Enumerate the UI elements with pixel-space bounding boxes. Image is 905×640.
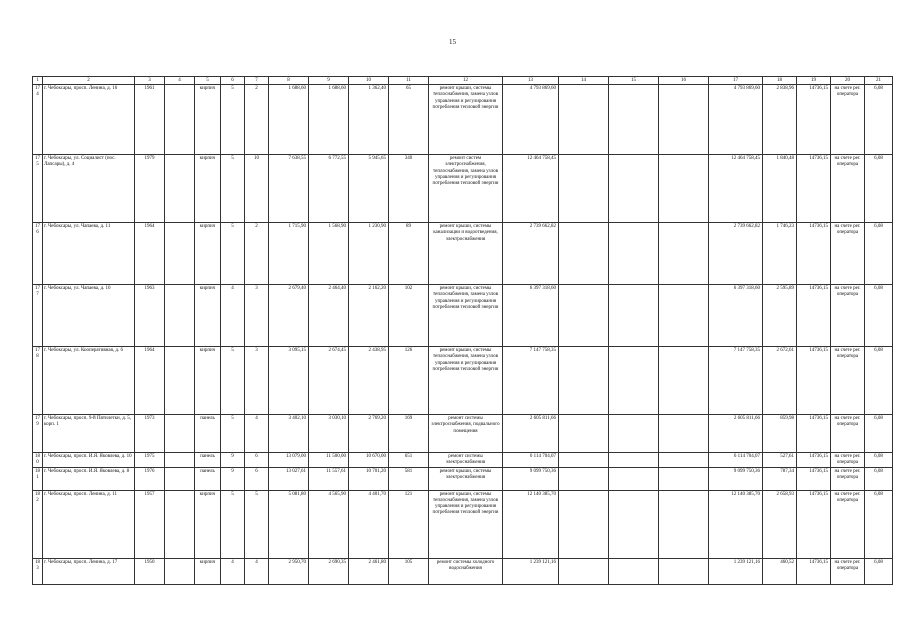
column-number-8: 8 xyxy=(269,77,309,85)
table-cell-col-8: 1 715,90 xyxy=(269,223,309,285)
table-cell-col-3: 1963 xyxy=(135,285,165,347)
table-cell-col-6: 4 xyxy=(221,285,245,347)
table-cell-col-13: 4 793 869,60 xyxy=(503,85,559,155)
table-cell-col-5: кирпич xyxy=(195,347,221,415)
table-cell-col-19: 14736,15 xyxy=(797,415,831,453)
table-cell-col-18: 1 746,23 xyxy=(763,223,797,285)
table-cell-col-7: 3 xyxy=(245,347,269,415)
table-cell-col-21: 6,08 xyxy=(865,490,893,558)
table-cell-col-2: г. Чебоксары, просп. Ленина, д. 17 xyxy=(43,558,135,584)
table-cell-col-15 xyxy=(609,490,659,558)
table-cell-col-11: 581 xyxy=(389,467,429,490)
column-number-3: 3 xyxy=(135,77,165,85)
table-cell-col-7: 3 xyxy=(245,285,269,347)
table-cell-col-4 xyxy=(165,223,195,285)
table-row xyxy=(33,453,893,468)
table-cell-col-13: 7 147 758,35 xyxy=(503,347,559,415)
table-cell-col-2: г. Чебоксары, ул. Чапаева, д. 11 xyxy=(43,223,135,285)
table-cell-col-20: на счете рег. оператора xyxy=(831,285,865,347)
table-cell-col-14 xyxy=(559,415,609,453)
table-cell-col-14 xyxy=(559,467,609,490)
table-cell-col-2: г. Чебоксары, ул. Социалист (пос. Лапсары), д. 4 xyxy=(43,155,135,223)
table-cell-col-9: 11 500,00 xyxy=(309,453,349,468)
table-cell-col-17: 7 147 758,35 xyxy=(709,347,763,415)
table-cell-col-14 xyxy=(559,85,609,155)
table-cell-col-9: 1 568,90 xyxy=(309,223,349,285)
column-number-21: 21 xyxy=(865,77,893,85)
table-cell-col-10: 5 945,65 xyxy=(349,155,389,223)
table-cell-col-8: 7 638,55 xyxy=(269,155,309,223)
table-cell-col-10: 10 670,00 xyxy=(349,453,389,468)
table-cell-col-2: г. Чебоксары, просп. Ленина, д. 16 xyxy=(43,85,135,155)
table-cell-col-15 xyxy=(609,415,659,453)
table-cell-col-13: 12 140 385,70 xyxy=(503,490,559,558)
table-cell-col-12: ремонт системы холодного водоснабжения xyxy=(429,558,503,584)
table-cell-col-16 xyxy=(659,347,709,415)
table-cell-col-12: ремонт крыши, системы теплоснабжения, замена узлов управления и регулирования потребления тепловой энергии xyxy=(429,490,503,558)
table-cell-col-5: панель xyxy=(195,415,221,453)
table-cell-col-18: 859,98 xyxy=(763,415,797,453)
table-cell-col-10: 4 401,70 xyxy=(349,490,389,558)
table-cell-col-6: 4 xyxy=(221,558,245,584)
table-cell-col-17: 4 793 869,60 xyxy=(709,85,763,155)
table-cell-col-16 xyxy=(659,467,709,490)
table-cell-col-2: г. Чебоксары, просп. И.Я. Яковлева, д. 10 xyxy=(43,453,135,468)
table-row xyxy=(33,490,893,558)
table-cell-col-14 xyxy=(559,490,609,558)
table-cell-col-19: 14736,15 xyxy=(797,285,831,347)
table-cell-col-21: 6,08 xyxy=(865,155,893,223)
table-cell-col-20: на счете рег. оператора xyxy=(831,155,865,223)
table-cell-col-1: 183 xyxy=(33,558,43,584)
table-cell-col-7: 6 xyxy=(245,467,269,490)
column-number-10: 10 xyxy=(349,77,389,85)
table-row xyxy=(33,558,893,584)
column-number-18: 18 xyxy=(763,77,797,85)
table-cell-col-17: 9 099 750,36 xyxy=(709,467,763,490)
table-cell-col-20: на счете рег. оператора xyxy=(831,558,865,584)
table-cell-col-18: 527,61 xyxy=(763,453,797,468)
table-cell-col-13: 2 605 811,66 xyxy=(503,415,559,453)
table-cell-col-10: 2 769,20 xyxy=(349,415,389,453)
table-cell-col-3: 1950 xyxy=(135,558,165,584)
table-cell-col-21: 6,08 xyxy=(865,347,893,415)
table-cell-col-17: 6 397 318,60 xyxy=(709,285,763,347)
table-cell-col-12: ремонт крыши, системы теплоснабжения, замена узлов управления и регулирования потребления тепловой энергии xyxy=(429,85,503,155)
table-cell-col-7: 4 xyxy=(245,415,269,453)
table-cell-col-19: 14736,15 xyxy=(797,558,831,584)
table-cell-col-4 xyxy=(165,558,195,584)
table-cell-col-5: панель xyxy=(195,453,221,468)
table-cell-col-14 xyxy=(559,347,609,415)
table-cell-col-18: 2 595,89 xyxy=(763,285,797,347)
column-number-16: 16 xyxy=(659,77,709,85)
column-number-13: 13 xyxy=(503,77,559,85)
table-cell-col-15 xyxy=(609,155,659,223)
table-cell-col-8: 5 081,80 xyxy=(269,490,309,558)
table-cell-col-5: кирпич xyxy=(195,85,221,155)
repair-program-table xyxy=(32,76,893,585)
column-number-11: 11 xyxy=(389,77,429,85)
table-cell-col-2: г. Чебоксары, ул. Чапаева, д. 10 xyxy=(43,285,135,347)
table-cell-col-11: 65 xyxy=(389,85,429,155)
table-cell-col-21: 6,08 xyxy=(865,223,893,285)
table-cell-col-17: 2 739 662,82 xyxy=(709,223,763,285)
table-cell-col-6: 5 xyxy=(221,347,245,415)
table-cell-col-4 xyxy=(165,453,195,468)
table-cell-col-8: 13 079,00 xyxy=(269,453,309,468)
table-cell-col-4 xyxy=(165,415,195,453)
table-cell-col-17: 12 140 385,70 xyxy=(709,490,763,558)
table-cell-col-4 xyxy=(165,490,195,558)
column-number-5: 5 xyxy=(195,77,221,85)
table-cell-col-15 xyxy=(609,467,659,490)
table-cell-col-20: на счете рег. оператора xyxy=(831,415,865,453)
table-cell-col-18: 2 658,93 xyxy=(763,490,797,558)
table-row xyxy=(33,285,893,347)
table-cell-col-3: 1976 xyxy=(135,467,165,490)
table-row xyxy=(33,467,893,490)
table-cell-col-19: 14736,15 xyxy=(797,347,831,415)
column-number-9: 9 xyxy=(309,77,349,85)
table-cell-col-21: 6,08 xyxy=(865,85,893,155)
table-cell-col-6: 9 xyxy=(221,453,245,468)
table-cell-col-14 xyxy=(559,223,609,285)
table-cell-col-3: 1961 xyxy=(135,85,165,155)
table-cell-col-1: 181 xyxy=(33,467,43,490)
table-cell-col-8: 2 679,40 xyxy=(269,285,309,347)
table-cell-col-8: 1 688,60 xyxy=(269,85,309,155)
table-cell-col-15 xyxy=(609,285,659,347)
table-cell-col-20: на счете рег. оператора xyxy=(831,223,865,285)
table-cell-col-1: 179 xyxy=(33,415,43,453)
table-cell-col-7: 10 xyxy=(245,155,269,223)
table-cell-col-17: 12 464 758,45 xyxy=(709,155,763,223)
table-cell-col-5: кирпич xyxy=(195,223,221,285)
table-row xyxy=(33,85,893,155)
table-cell-col-9: 4 565,90 xyxy=(309,490,349,558)
table-cell-col-7: 4 xyxy=(245,558,269,584)
table-cell-col-13: 9 099 750,36 xyxy=(503,467,559,490)
table-cell-col-21: 6,08 xyxy=(865,453,893,468)
table-cell-col-11: 105 xyxy=(389,558,429,584)
column-number-7: 7 xyxy=(245,77,269,85)
table-cell-col-9: 2 674,45 xyxy=(309,347,349,415)
column-number-20: 20 xyxy=(831,77,865,85)
table-cell-col-16 xyxy=(659,155,709,223)
table-cell-col-13: 1 239 121,16 xyxy=(503,558,559,584)
table-cell-col-6: 5 xyxy=(221,85,245,155)
table-cell-col-1: 180 xyxy=(33,453,43,468)
table-cell-col-15 xyxy=(609,223,659,285)
table-cell-col-9: 2 464,40 xyxy=(309,285,349,347)
table-cell-col-9: 2 690,35 xyxy=(309,558,349,584)
table-cell-col-7: 2 xyxy=(245,223,269,285)
table-cell-col-8: 2 950,70 xyxy=(269,558,309,584)
table-cell-col-11: 121 xyxy=(389,490,429,558)
column-number-14: 14 xyxy=(559,77,609,85)
table-cell-col-15 xyxy=(609,85,659,155)
table-cell-col-5: кирпич xyxy=(195,558,221,584)
table-row xyxy=(33,347,893,415)
table-cell-col-1: 174 xyxy=(33,85,43,155)
table-cell-col-6: 5 xyxy=(221,490,245,558)
column-number-4: 4 xyxy=(165,77,195,85)
table-cell-col-18: 460,52 xyxy=(763,558,797,584)
table-cell-col-2: г. Чебоксары, ул. Кооперативная, д. 6 xyxy=(43,347,135,415)
table-cell-col-7: 5 xyxy=(245,490,269,558)
table-cell-col-3: 1975 xyxy=(135,453,165,468)
table-cell-col-11: 169 xyxy=(389,415,429,453)
table-cell-col-3: 1964 xyxy=(135,223,165,285)
table-cell-col-18: 2 672,61 xyxy=(763,347,797,415)
table-cell-col-8: 3 095,15 xyxy=(269,347,309,415)
column-number-12: 12 xyxy=(429,77,503,85)
table-cell-col-21: 6,08 xyxy=(865,285,893,347)
table-cell-col-11: 102 xyxy=(389,285,429,347)
table-cell-col-14 xyxy=(559,285,609,347)
table-cell-col-12: ремонт системы электроснабжения, подвального помещения xyxy=(429,415,503,453)
table-cell-col-16 xyxy=(659,558,709,584)
table-cell-col-10: 1 362,40 xyxy=(349,85,389,155)
table-cell-col-3: 1964 xyxy=(135,347,165,415)
table-cell-col-9: 11 557,61 xyxy=(309,467,349,490)
table-cell-col-18: 1 840,48 xyxy=(763,155,797,223)
table-cell-col-10: 2 162,20 xyxy=(349,285,389,347)
table-cell-col-7: 6 xyxy=(245,453,269,468)
table-cell-col-4 xyxy=(165,285,195,347)
table-cell-col-6: 5 xyxy=(221,223,245,285)
table-cell-col-8: 13 027,61 xyxy=(269,467,309,490)
table-cell-col-19: 14736,15 xyxy=(797,490,831,558)
table-cell-col-3: 1979 xyxy=(135,155,165,223)
table-cell-col-16 xyxy=(659,490,709,558)
table-cell-col-7: 2 xyxy=(245,85,269,155)
table-cell-col-15 xyxy=(609,453,659,468)
table-row xyxy=(33,223,893,285)
table-cell-col-16 xyxy=(659,223,709,285)
table-cell-col-11: 89 xyxy=(389,223,429,285)
table-cell-col-17: 6 114 704,07 xyxy=(709,453,763,468)
table-cell-col-10: 1 230,90 xyxy=(349,223,389,285)
table-cell-col-4 xyxy=(165,347,195,415)
table-cell-col-12: ремонт крыши, системы электроснабжения xyxy=(429,467,503,490)
table-cell-col-10: 2 461,80 xyxy=(349,558,389,584)
page-number: 15 xyxy=(449,38,456,46)
table-cell-col-19: 14736,15 xyxy=(797,223,831,285)
table-cell-col-13: 6 114 704,07 xyxy=(503,453,559,468)
table-cell-col-14 xyxy=(559,155,609,223)
table-cell-col-18: 2 838,96 xyxy=(763,85,797,155)
column-number-6: 6 xyxy=(221,77,245,85)
column-number-2: 2 xyxy=(43,77,135,85)
table-cell-col-3: 1973 xyxy=(135,415,165,453)
table-cell-col-11: 651 xyxy=(389,453,429,468)
table-cell-col-21: 6,08 xyxy=(865,415,893,453)
table-cell-col-1: 178 xyxy=(33,347,43,415)
table-cell-col-6: 5 xyxy=(221,415,245,453)
table-cell-col-14 xyxy=(559,453,609,468)
table-cell-col-12: ремонт крыши, системы теплоснабжения, замена узлов управления и регулирования потребления тепловой энергии xyxy=(429,347,503,415)
table-cell-col-15 xyxy=(609,558,659,584)
table-cell-col-12: ремонт крыши, системы канализации и водоотведения, электроснабжения xyxy=(429,223,503,285)
table-cell-col-2: г. Чебоксары, просп. И.Я. Яковлева, д. 8 xyxy=(43,467,135,490)
table-cell-col-10: 10 701,20 xyxy=(349,467,389,490)
table-cell-col-14 xyxy=(559,558,609,584)
table-cell-col-20: на счете рег. оператора xyxy=(831,85,865,155)
table-cell-col-3: 1957 xyxy=(135,490,165,558)
table-cell-col-12: ремонт крыши, системы теплоснабжения, замена узлов управления и регулирования потребления тепловой энергии xyxy=(429,285,503,347)
table-cell-col-15 xyxy=(609,347,659,415)
table-cell-col-4 xyxy=(165,85,195,155)
header-row xyxy=(33,77,893,85)
table-cell-col-1: 182 xyxy=(33,490,43,558)
table-cell-col-10: 2 438,95 xyxy=(349,347,389,415)
column-number-1: 1 xyxy=(33,77,43,85)
table-cell-col-12: ремонт систем электроснабжения, теплоснабжения, замена узлов управления и регулирования потребления тепловой энергии xyxy=(429,155,503,223)
table-cell-col-9: 6 772,55 xyxy=(309,155,349,223)
table-cell-col-19: 14736,15 xyxy=(797,85,831,155)
table-cell-col-19: 14736,15 xyxy=(797,467,831,490)
table-cell-col-13: 6 397 318,60 xyxy=(503,285,559,347)
table-cell-col-17: 1 239 121,16 xyxy=(709,558,763,584)
table-cell-col-13: 12 464 758,45 xyxy=(503,155,559,223)
table-cell-col-5: кирпич xyxy=(195,285,221,347)
table-cell-col-5: кирпич xyxy=(195,490,221,558)
table-row xyxy=(33,155,893,223)
table-cell-col-5: панель xyxy=(195,467,221,490)
table-cell-col-6: 9 xyxy=(221,467,245,490)
table-cell-col-16 xyxy=(659,415,709,453)
table-cell-col-11: 340 xyxy=(389,155,429,223)
table-cell-col-20: на счете рег. оператора xyxy=(831,467,865,490)
table-cell-col-20: на счете рег. оператора xyxy=(831,490,865,558)
table-cell-col-8: 3 402,10 xyxy=(269,415,309,453)
table-cell-col-1: 175 xyxy=(33,155,43,223)
table-cell-col-1: 176 xyxy=(33,223,43,285)
table-cell-col-18: 787,34 xyxy=(763,467,797,490)
table-cell-col-21: 6,08 xyxy=(865,467,893,490)
table-cell-col-21: 6,08 xyxy=(865,558,893,584)
table-cell-col-4 xyxy=(165,155,195,223)
table-cell-col-16 xyxy=(659,453,709,468)
column-number-19: 19 xyxy=(797,77,831,85)
table-cell-col-9: 1 688,60 xyxy=(309,85,349,155)
table-cell-col-16 xyxy=(659,285,709,347)
table-cell-col-19: 14736,15 xyxy=(797,453,831,468)
column-number-15: 15 xyxy=(609,77,659,85)
table-cell-col-2: г. Чебоксары, просп. Ленина, д. 11 xyxy=(43,490,135,558)
table-cell-col-12: ремонт системы электроснабжения xyxy=(429,453,503,468)
table-cell-col-17: 2 605 811,66 xyxy=(709,415,763,453)
table-cell-col-4 xyxy=(165,467,195,490)
table-cell-col-9: 3 030,10 xyxy=(309,415,349,453)
table-cell-col-5: кирпич xyxy=(195,155,221,223)
table-cell-col-1: 177 xyxy=(33,285,43,347)
table-cell-col-13: 2 739 662,82 xyxy=(503,223,559,285)
table-cell-col-11: 126 xyxy=(389,347,429,415)
table-cell-col-19: 14736,15 xyxy=(797,155,831,223)
table-cell-col-20: на счете рег. оператора xyxy=(831,347,865,415)
table-cell-col-16 xyxy=(659,85,709,155)
table-row xyxy=(33,415,893,453)
table-cell-col-2: г. Чебоксары, просп. 9-й Пятилетки, д. 5, корп. 1 xyxy=(43,415,135,453)
column-number-17: 17 xyxy=(709,77,763,85)
table-cell-col-6: 5 xyxy=(221,155,245,223)
table-cell-col-20: на счете рег. оператора xyxy=(831,453,865,468)
